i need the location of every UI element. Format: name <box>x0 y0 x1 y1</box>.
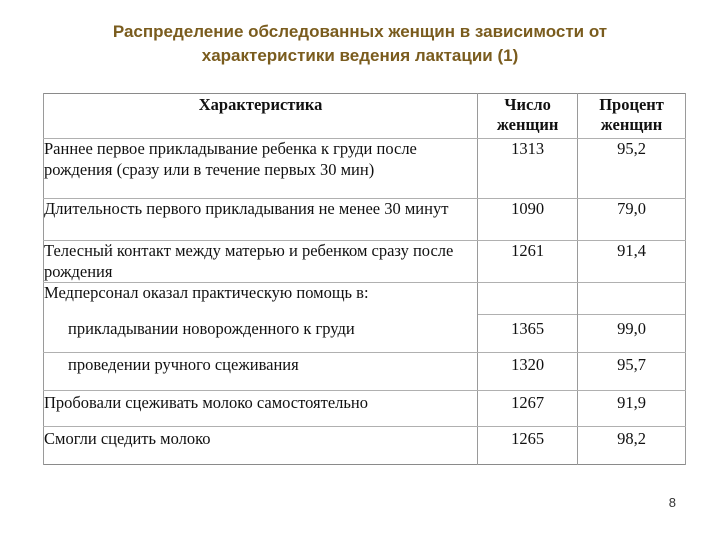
header-percent-line-2: женщин <box>600 115 663 134</box>
row-percent: 91,4 <box>578 241 686 283</box>
table-row-group-heading <box>44 283 686 315</box>
row-percent: 91,9 <box>578 391 686 427</box>
slide-title-line-2: характеристики ведения лактации (1) <box>201 46 519 65</box>
row-label: Смогли сцедить молоко <box>44 427 478 465</box>
row-count: 1320 <box>478 353 578 391</box>
row-label: прикладывании новорожденного к груди <box>44 315 478 353</box>
row-count: 1313 <box>478 139 578 199</box>
row-label: проведении ручного сцеживания <box>44 353 478 391</box>
row-percent: 95,2 <box>578 139 686 199</box>
row-count: 1090 <box>478 199 578 241</box>
table-row <box>44 199 686 241</box>
table-row <box>44 315 686 353</box>
table-row <box>44 139 686 199</box>
row-count <box>478 283 578 315</box>
header-count <box>478 94 578 139</box>
page-number: 8 <box>668 495 676 510</box>
slide-title <box>40 20 680 68</box>
header-count-line-1: Число <box>504 95 551 114</box>
row-percent: 99,0 <box>578 315 686 353</box>
header-count-line-2: женщин <box>496 115 559 134</box>
row-count: 1265 <box>478 427 578 465</box>
table-row <box>44 241 686 283</box>
row-label: Пробовали сцеживать молоко самостоятельно <box>44 391 478 427</box>
slide-title-line-1: Распределение обследованных женщин в зависимости от <box>112 22 608 41</box>
row-label: Длительность первого прикладывания не менее 30 минут <box>44 199 478 241</box>
row-count: 1365 <box>478 315 578 353</box>
table-row <box>44 353 686 391</box>
row-label: Раннее первое прикладывание ребенка к груди после рождения (сразу или в течение первых 30 мин) <box>44 139 478 199</box>
table-header-row <box>44 94 686 139</box>
row-percent <box>578 283 686 315</box>
row-label: Телесный контакт между матерью и ребенком сразу после рождения <box>44 241 478 283</box>
row-percent: 95,7 <box>578 353 686 391</box>
header-characteristic <box>44 94 478 139</box>
header-percent <box>578 94 686 139</box>
header-percent-line-1: Процент <box>599 95 664 114</box>
row-percent: 79,0 <box>578 199 686 241</box>
row-count: 1261 <box>478 241 578 283</box>
row-count: 1267 <box>478 391 578 427</box>
table-row <box>44 427 686 465</box>
lactation-table <box>43 93 686 465</box>
table-row <box>44 391 686 427</box>
row-label: Медперсонал оказал практическую помощь в: <box>44 283 478 315</box>
row-percent: 98,2 <box>578 427 686 465</box>
header-characteristic-label: Характеристика <box>198 95 323 114</box>
